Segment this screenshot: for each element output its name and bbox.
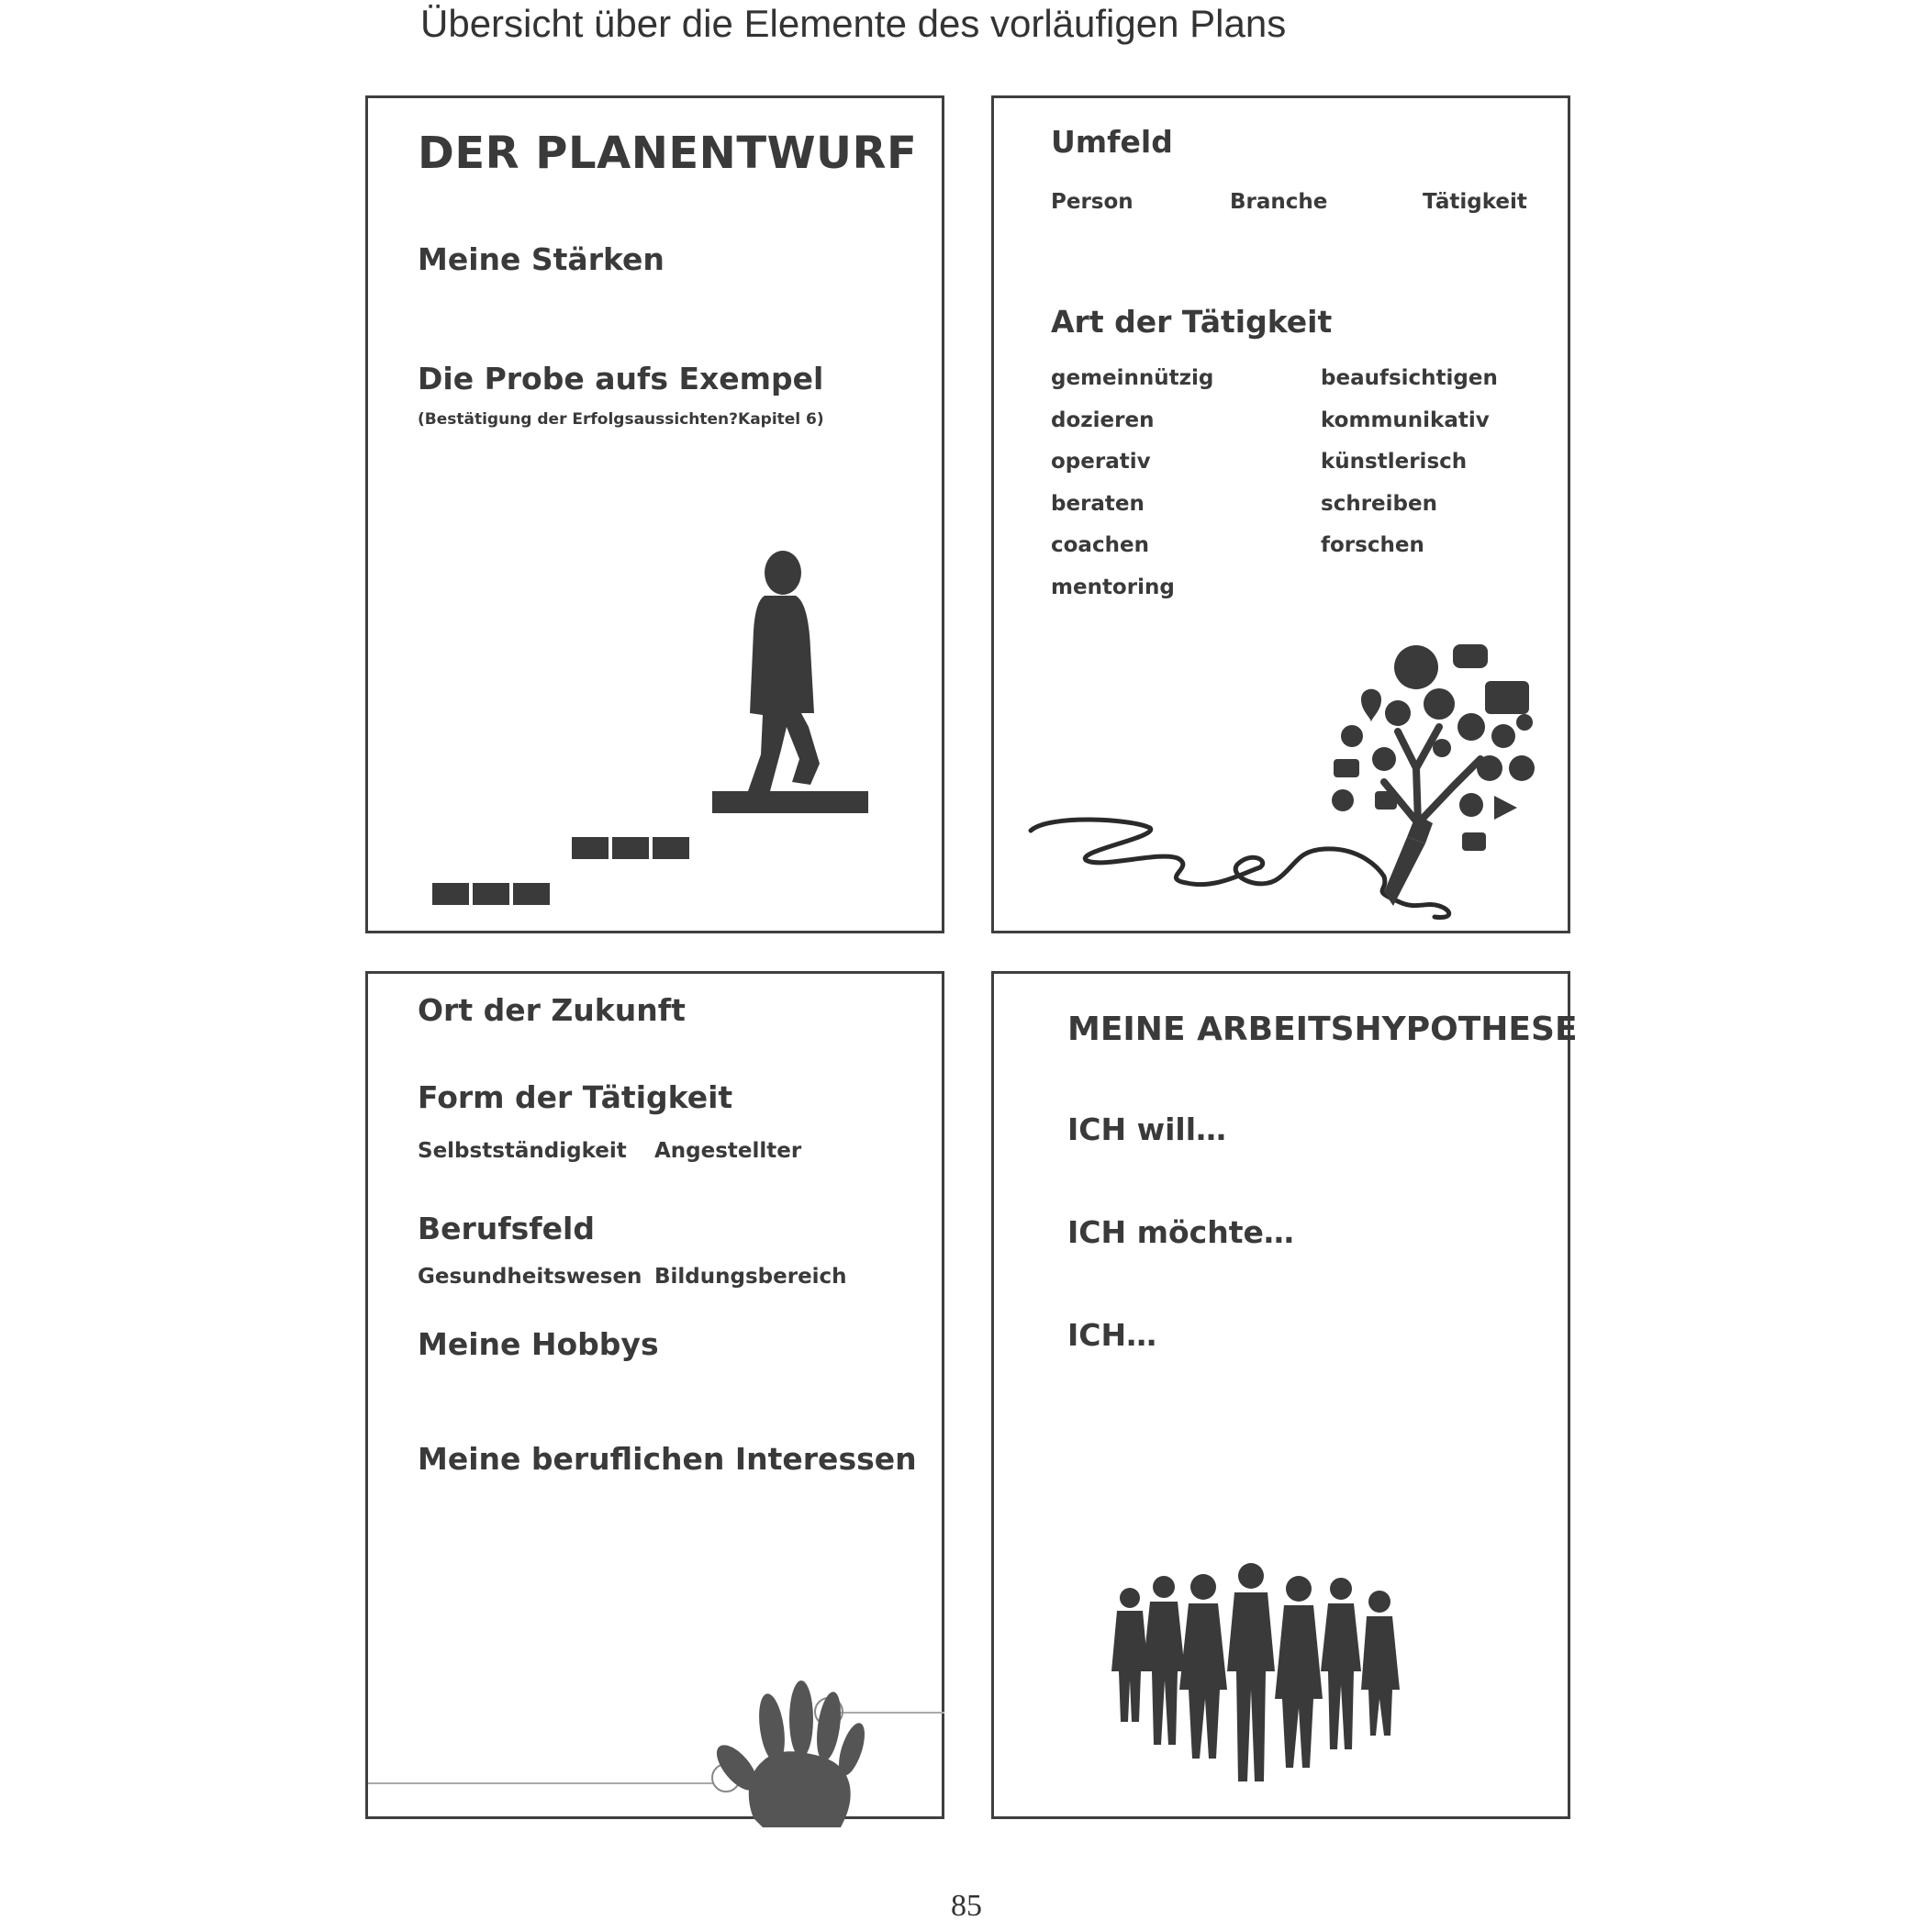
card-environment [991,95,1570,933]
art-right-item: kommunikativ [1321,408,1490,432]
probe-heading: Die Probe aufs Exempel [418,361,824,396]
ort-heading: Ort der Zukunft [418,992,686,1028]
umfeld-heading: Umfeld [1051,124,1173,160]
man-climbing-stairs-icon [432,548,781,933]
card-working-hypothesis [991,971,1578,1819]
form-item-selbststaendigkeit: Selbstständigkeit [418,1139,627,1163]
form-item-angestellter: Angestellter [654,1139,802,1163]
probe-note: (Bestätigung der Erfolgsaussichten?Kapitel 6) [418,410,824,429]
art-left-item: operativ [1051,450,1151,474]
strengths-heading: Meine Stärken [418,241,664,277]
business-people-silhouette-icon [1104,1561,1490,1800]
card-plan-draft [365,95,944,933]
form-heading: Form der Tätigkeit [418,1079,733,1115]
art-left-item: beraten [1051,492,1145,516]
page-title: Übersicht über die Elemente des vorläufigen Plans [420,2,1287,45]
interessen-heading: Meine beruflichen Interessen [418,1441,917,1477]
card-future-place [365,971,944,1819]
umfeld-item-taetigkeit: Tätigkeit [1423,190,1527,214]
page-number: 85 [951,1889,982,1923]
umfeld-item-person: Person [1051,190,1134,214]
hypothesis-line: ICH möchte… [1067,1214,1294,1250]
berufsfeld-item-gesundheitswesen: Gesundheitswesen [418,1265,642,1289]
art-right-item: künstlerisch [1321,450,1468,474]
hypothesis-line: ICH… [1067,1317,1157,1353]
card-title: DER PLANENTWURF [418,128,918,179]
handprint-icon [368,1635,944,1818]
hypothesis-line: ICH will… [1067,1111,1227,1147]
art-left-item: mentoring [1051,575,1175,599]
art-right-item: schreiben [1321,492,1437,516]
art-left-item: coachen [1051,533,1149,557]
berufsfeld-heading: Berufsfeld [418,1211,595,1246]
art-left-item: dozieren [1051,408,1155,432]
art-right-item: beaufsichtigen [1321,366,1498,390]
berufsfeld-item-bildungsbereich: Bildungsbereich [654,1265,847,1289]
art-right-item: forschen [1321,533,1424,557]
umfeld-item-branche: Branche [1230,190,1328,214]
art-left-item: gemeinnützig [1051,366,1214,390]
hypothesis-title: MEINE ARBEITSHYPOTHESE [1067,1011,1578,1048]
pencil-tree-icon [1022,631,1554,924]
hobbys-heading: Meine Hobbys [418,1326,659,1362]
art-heading: Art der Tätigkeit [1051,304,1333,340]
